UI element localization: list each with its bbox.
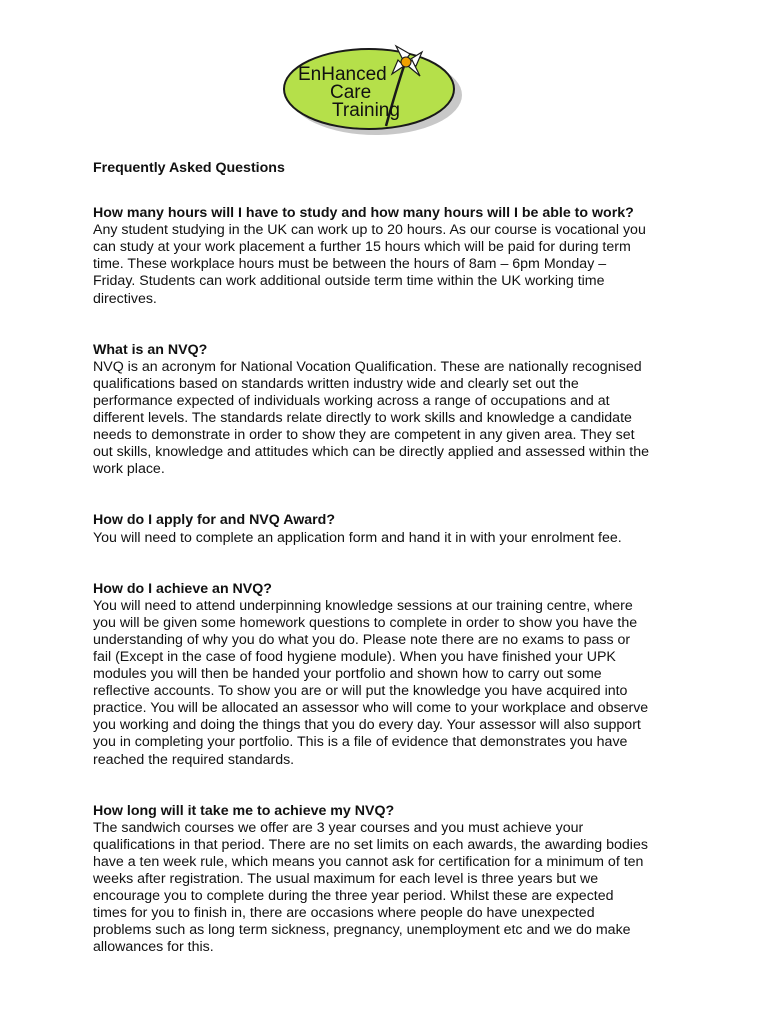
- company-logo: [276, 40, 466, 140]
- faq-answer: You will need to attend underpinning knowledge sessions at our training centre, where you will be given some homework questions to complete in order to show you have the understanding of why you do what you do. Please note there are no exams to pass or fail (Except in the case of food hygiene module). When you have finished your UPK modules you will then be handed your portfolio and shown how to carry out some reflective accounts. To show you are or will put the knowledge you have acquired into practice. You will be allocated an assessor who will come to your workplace and observe you working and doing the things that you do every day. Your assessor will also support you in completing your portfolio. This is a file of evidence that demonstrates you have reached the required standards.: [93, 597, 649, 768]
- faq-item: [93, 803, 693, 957]
- faq-item: [93, 205, 693, 308]
- faq-answer: The sandwich courses we offer are 3 year courses and you must achieve your qualifications in that period. There are no set limits on each awards, the awarding bodies have a ten week rule, which means you cannot ask for certification for a minimum of ten weeks after registration. The usual maximum for each level is three years but we encourage you to complete during the three year period. Whilst these are expected times for you to finish in, there are occasions where people do have unexpected problems such as long term sickness, pregnancy, unemployment etc and we do make allowances for this.: [93, 819, 648, 956]
- faq-answer: Any student studying in the UK can work up to 20 hours. As our course is vocational you can study at your work placement a further 15 hours which will be paid for during term time. These workplace hours must be between the hours of 8am – 6pm Monday – Friday. Students can work additional outside term time within the UK working time directives.: [93, 222, 646, 307]
- logo-graphic: [276, 40, 466, 140]
- faq-answer: You will need to complete an application form and hand it in with your enrolment fee.: [93, 529, 622, 546]
- faq-item: [93, 512, 693, 546]
- logo-text-line-3: Training: [332, 100, 400, 121]
- faq-item: [93, 342, 693, 479]
- faq-question: How do I achieve an NVQ?: [93, 580, 272, 597]
- faq-item: [93, 581, 693, 769]
- document-body: [93, 160, 693, 990]
- logo-text-line-2: Care: [330, 82, 372, 103]
- faq-question: How do I apply for and NVQ Award?: [93, 512, 335, 529]
- faq-question: How long will it take me to achieve my NVQ?: [93, 802, 395, 819]
- faq-question: How many hours will I have to study and how many hours will I be able to work?: [93, 205, 634, 222]
- faq-answer: NVQ is an acronym for National Vocation Qualification. These are nationally recognised qualifications based on standards written industry wide and clearly set out the performance expected of individuals working across a range of occupations and at different levels. The standards relate directly to work skills and knowledge a candidate needs to demonstrate in order to show they are competent in any given area. They set out skills, knowledge and attitudes which can be directly applied and assessed within the work place.: [93, 358, 650, 478]
- document-title: Frequently Asked Questions: [93, 160, 285, 176]
- logo-text-line-1: EnHanced: [298, 64, 387, 85]
- faq-question: What is an NVQ?: [93, 341, 208, 358]
